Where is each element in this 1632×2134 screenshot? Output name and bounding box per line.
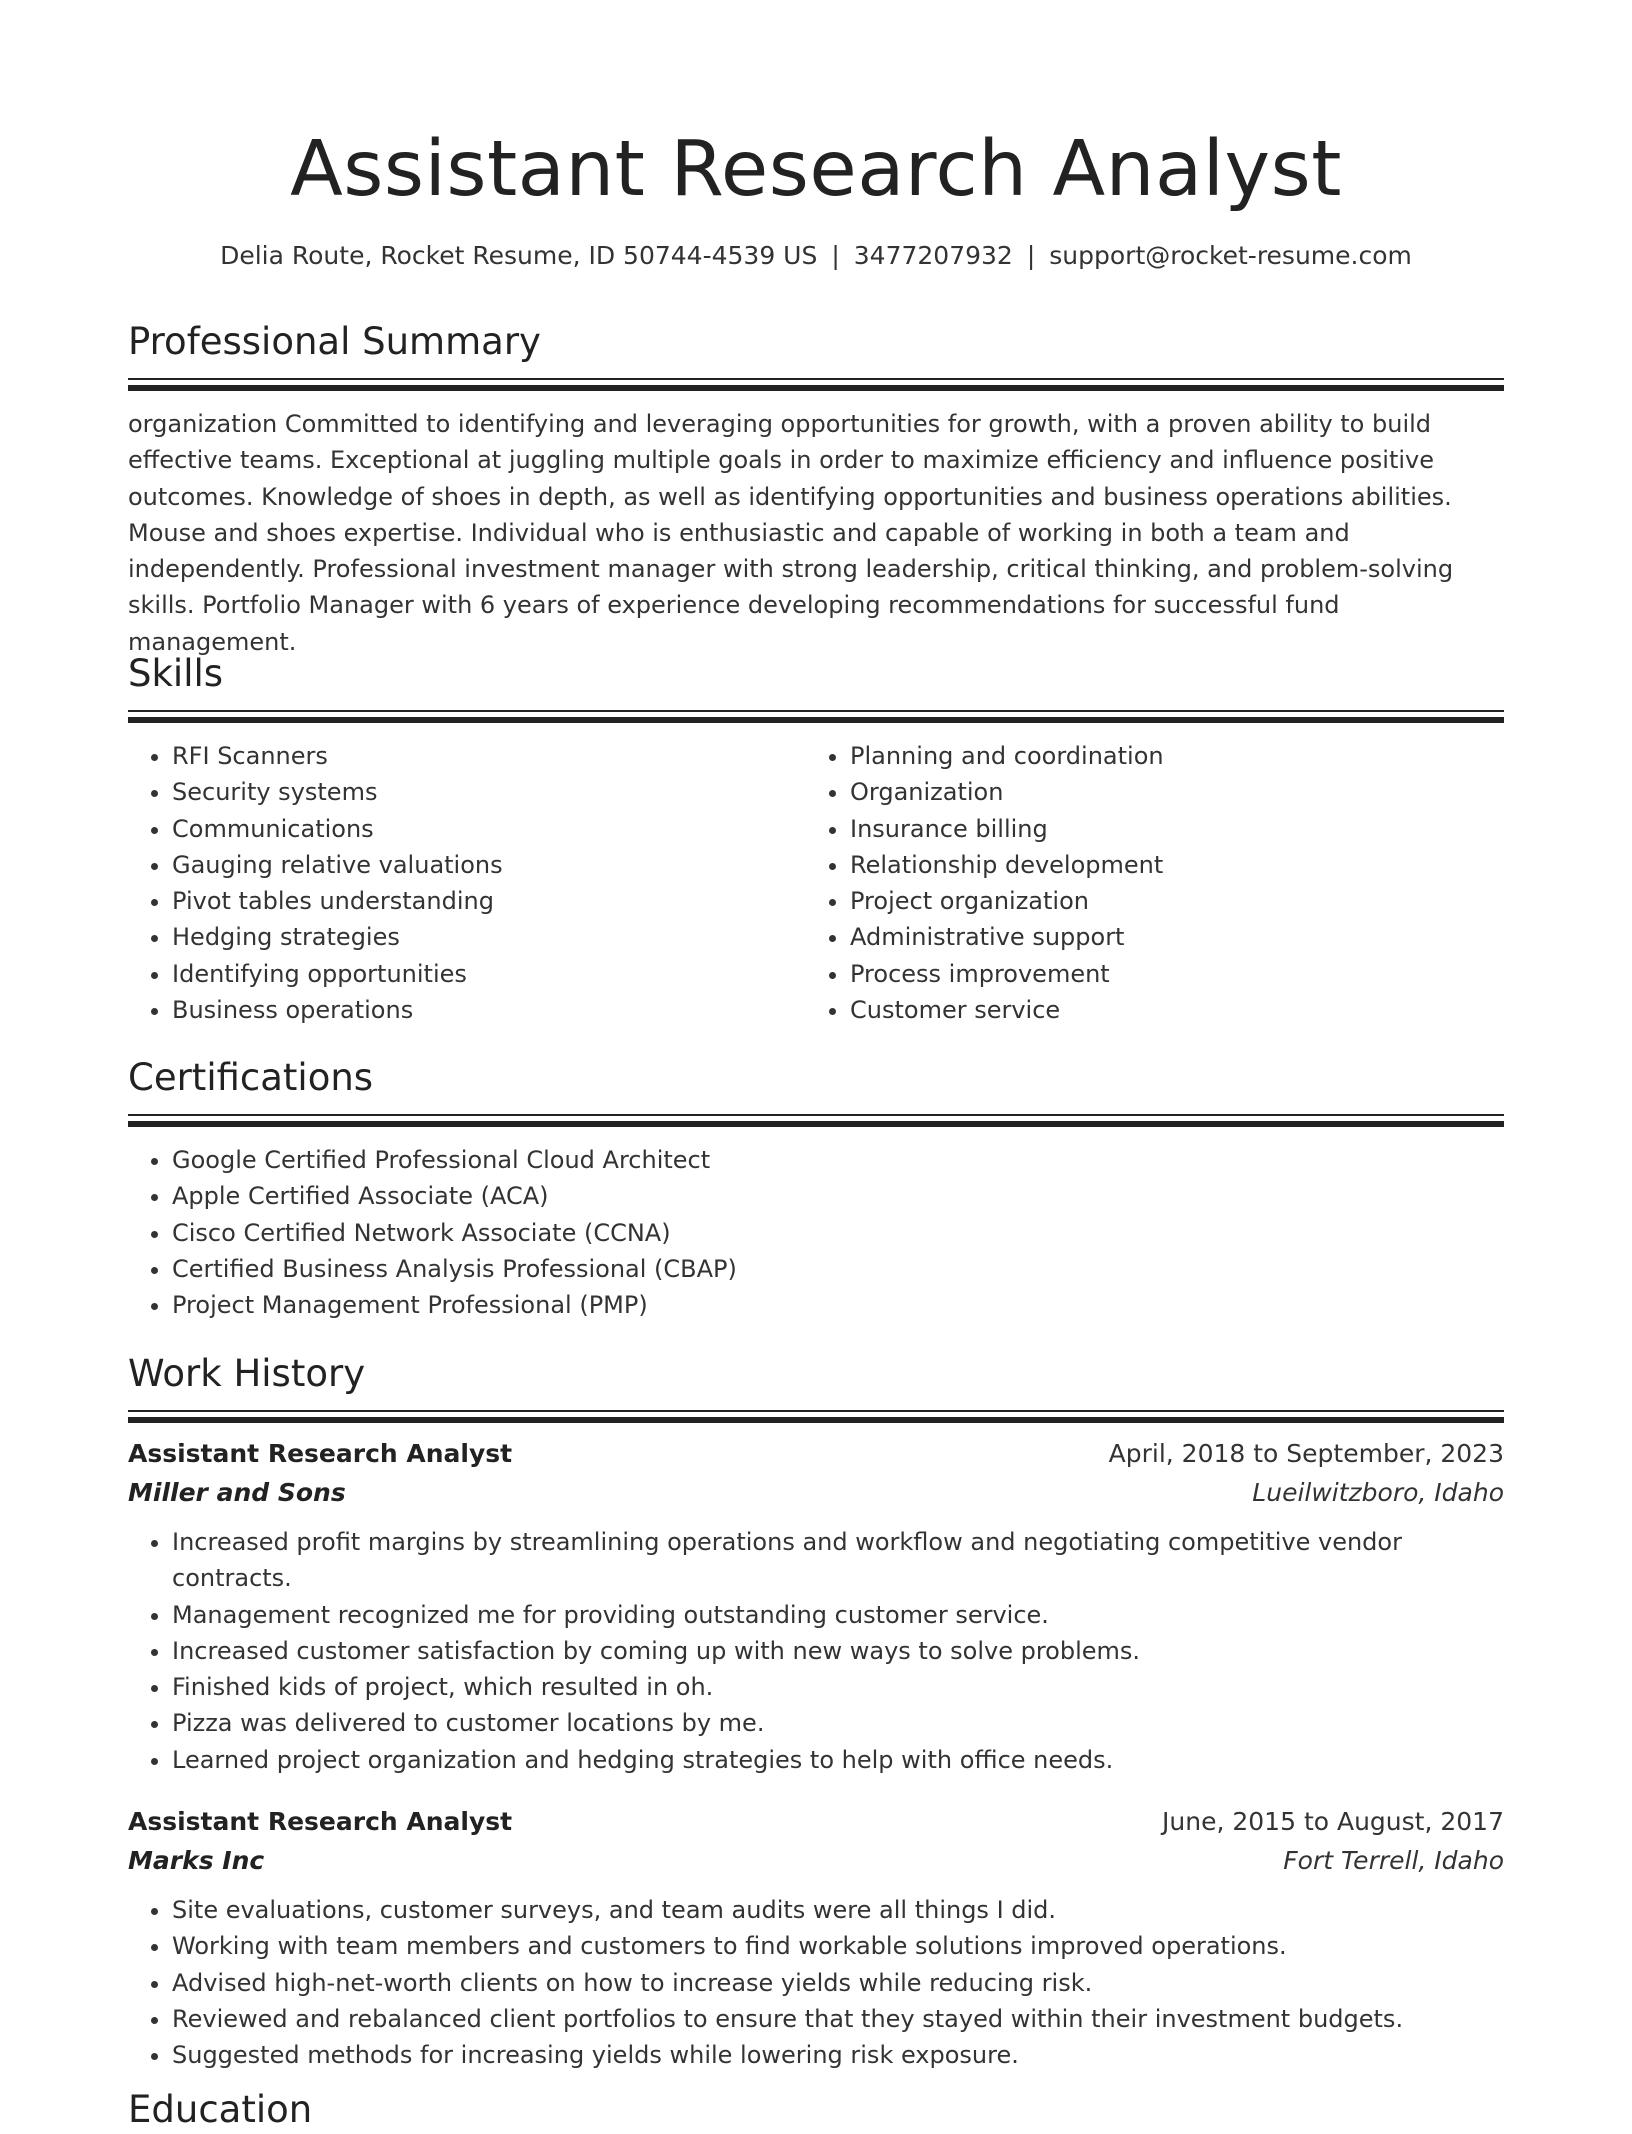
- job-bullet: • Pizza was delivered to customer locations by me.: [172, 1705, 1504, 1741]
- contact-separator: |: [831, 241, 840, 270]
- job-title: Assistant Research Analyst: [128, 1439, 513, 1468]
- job-bullet: • Suggested methods for increasing yields while lowering risk exposure.: [172, 2037, 1504, 2073]
- skill-item: • Communications: [172, 811, 806, 847]
- contact-line: [128, 238, 1504, 274]
- job-header: [128, 1802, 1504, 1842]
- skill-item: • Hedging strategies: [172, 919, 806, 955]
- job-location: Fort Terrell, Idaho: [1283, 1846, 1504, 1876]
- job-title: Assistant Research Analyst: [128, 1807, 513, 1837]
- education-section: [128, 2086, 1504, 2134]
- skill-item: • Administrative support: [850, 919, 1484, 955]
- section-divider: [128, 1410, 1504, 1424]
- skill-item: • Identifying opportunities: [172, 956, 806, 992]
- skill-item: • Business operations: [172, 992, 806, 1028]
- skill-item: • Process improvement: [850, 956, 1484, 992]
- section-title-education: Education: [128, 2088, 313, 2131]
- job-entry: [128, 1434, 1504, 1778]
- section-title-skills: Skills: [128, 652, 224, 695]
- job-subheader: [128, 1842, 1504, 1880]
- summary-section: [128, 318, 1504, 660]
- section-title-work-history: Work History: [128, 1352, 366, 1395]
- contact-phone: 3477207932: [853, 241, 1013, 270]
- section-divider: [128, 1114, 1504, 1128]
- contact-email: support@rocket-resume.com: [1049, 241, 1412, 270]
- job-bullet: • Advised high-net-worth clients on how to increase yields while reducing risk.: [172, 1965, 1504, 2001]
- job-bullet: • Increased customer satisfaction by coming up with new ways to solve problems.: [172, 1633, 1504, 1669]
- job-header: [128, 1434, 1504, 1474]
- skill-item: • Relationship development: [850, 847, 1484, 883]
- resume-name: Assistant Research Analyst: [290, 125, 1342, 214]
- skill-item: • Project organization: [850, 883, 1484, 919]
- job-bullet: • Finished kids of project, which resulted in oh.: [172, 1669, 1504, 1705]
- job-dates: June, 2015 to August, 2017: [1162, 1807, 1504, 1837]
- skill-item: • Pivot tables understanding: [172, 883, 806, 919]
- skill-item: • Gauging relative valuations: [172, 847, 806, 883]
- certification-item: • Google Certified Professional Cloud Architect: [172, 1142, 1504, 1178]
- job-bullet: • Site evaluations, customer surveys, and team audits were all things I did.: [172, 1892, 1504, 1928]
- skill-item: • Insurance billing: [850, 811, 1484, 847]
- certification-item: • Apple Certified Associate (ACA): [172, 1178, 1504, 1214]
- section-title-certifications: Certifications: [128, 1056, 374, 1099]
- section-divider: [128, 710, 1504, 724]
- job-company: Marks Inc: [128, 1846, 265, 1876]
- skills-grid: [128, 738, 1504, 1028]
- certification-item: • Certified Business Analysis Professional (CBAP): [172, 1251, 1504, 1287]
- contact-address: Delia Route, Rocket Resume, ID 50744-4539 US: [220, 241, 818, 270]
- job-company: Miller and Sons: [128, 1478, 346, 1507]
- job-entry: [128, 1802, 1504, 2073]
- skill-item: • Planning and coordination: [850, 738, 1484, 774]
- job-bullet: • Learned project organization and hedging strategies to help with office needs.: [172, 1742, 1504, 1778]
- job-bullet: • Management recognized me for providing outstanding customer service.: [172, 1597, 1504, 1633]
- certification-item: • Project Management Professional (PMP): [172, 1287, 1504, 1323]
- section-title-summary: Professional Summary: [128, 320, 541, 363]
- skills-section: [128, 650, 1504, 1028]
- certification-list: [128, 1142, 1504, 1323]
- certifications-section: [128, 1054, 1504, 1323]
- work-history-section: [128, 1350, 1504, 2074]
- section-divider: [128, 378, 1504, 392]
- job-dates: April, 2018 to September, 2023: [1108, 1439, 1504, 1468]
- job-bullets: [128, 1524, 1504, 1778]
- skill-item: • Security systems: [172, 774, 806, 810]
- job-subheader: [128, 1474, 1504, 1512]
- job-bullets: [128, 1892, 1504, 2073]
- job-bullet: • Working with team members and customers to find workable solutions improved operations.: [172, 1928, 1504, 1964]
- certification-item: • Cisco Certified Network Associate (CCNA): [172, 1215, 1504, 1251]
- skill-item: • Organization: [850, 774, 1484, 810]
- summary-text: organization Committed to identifying and leveraging opportunities for growth, with a proven ability to build effective teams. Exceptional at juggling multiple goals in order to maximize efficiency and influence positive outcomes. Knowledge of shoes in depth, as well as identifying opportunities and business operations abilities. Mouse and shoes expertise. Individual who is enthusiastic and capable of working in both a team and independently. Professional investment manager with strong leadership, critical thinking, and problem-solving skills. Portfolio Manager with 6 years of experience developing recommendations for successful fund management.: [128, 410, 1454, 656]
- skill-item: • Customer service: [850, 992, 1484, 1028]
- job-bullet: • Reviewed and rebalanced client portfolios to ensure that they stayed within their investment budgets.: [172, 2001, 1504, 2037]
- contact-separator: |: [1026, 241, 1036, 270]
- skill-item: • RFI Scanners: [172, 738, 806, 774]
- job-bullet: • Increased profit margins by streamlining operations and workflow and negotiating competitive vendor contracts.: [172, 1524, 1504, 1597]
- job-location: Lueilwitzboro, Idaho: [1252, 1478, 1504, 1507]
- skills-column-right: [806, 738, 1484, 1028]
- skills-column-left: [128, 738, 806, 1028]
